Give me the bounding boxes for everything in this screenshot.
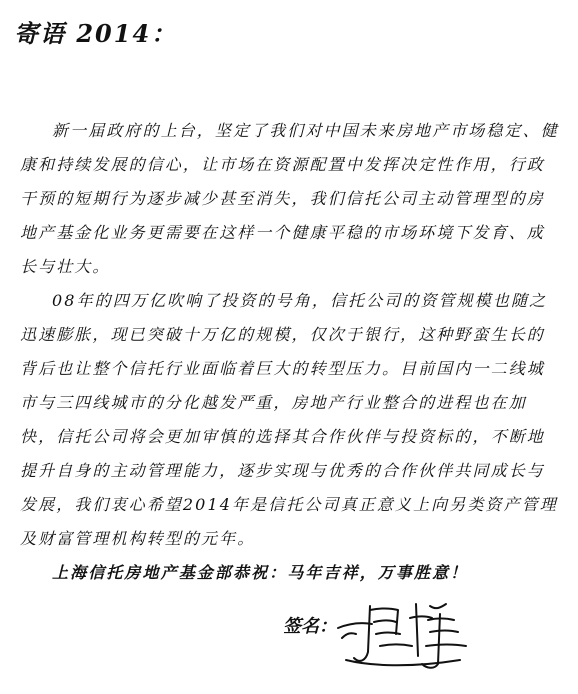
signature-label: 签名： [283,616,337,637]
letter-paragraph-1: 新一届政府的上台，坚定了我们对中国未来房地产市场稳定、健康和持续发展的信心，让市场在资源配置中发挥决定性作用，行政干预的短期行为逐步减少甚至消失，我们信托公司主动管理型的房地产基金化业务更需要在这样一个健康平稳的市场环境下发育、成长与壮大。 [20,121,559,276]
handwritten-signature [330,594,480,674]
letter-sign-off: 上海信托房地产基金部恭祝：马年吉祥，万事胜意！ [52,563,469,582]
document-title: 寄语 2014： [14,19,178,48]
letter-body [20,114,560,590]
letter-paragraph-2: 08年的四万亿吹响了投资的号角，信托公司的资管规模也随之迅速膨胀，现已突破十万亿的规模，仅次于银行，这种野蛮生长的背后也让整个信托行业面临着巨大的转型压力。目前国内一二线城市与三四线城市的分化越发严重，房地产行业整合的进程也在加快，信托公司将会更加审慎的选择其合作伙伴与投资标的，不断地提升自身的主动管理能力，逐步实现与优秀的合作伙伴共同成长与发展，我们衷心希望2014年是信托公司真正意义上向另类资产管理及财富管理机构转型的元年。 [20,291,558,548]
